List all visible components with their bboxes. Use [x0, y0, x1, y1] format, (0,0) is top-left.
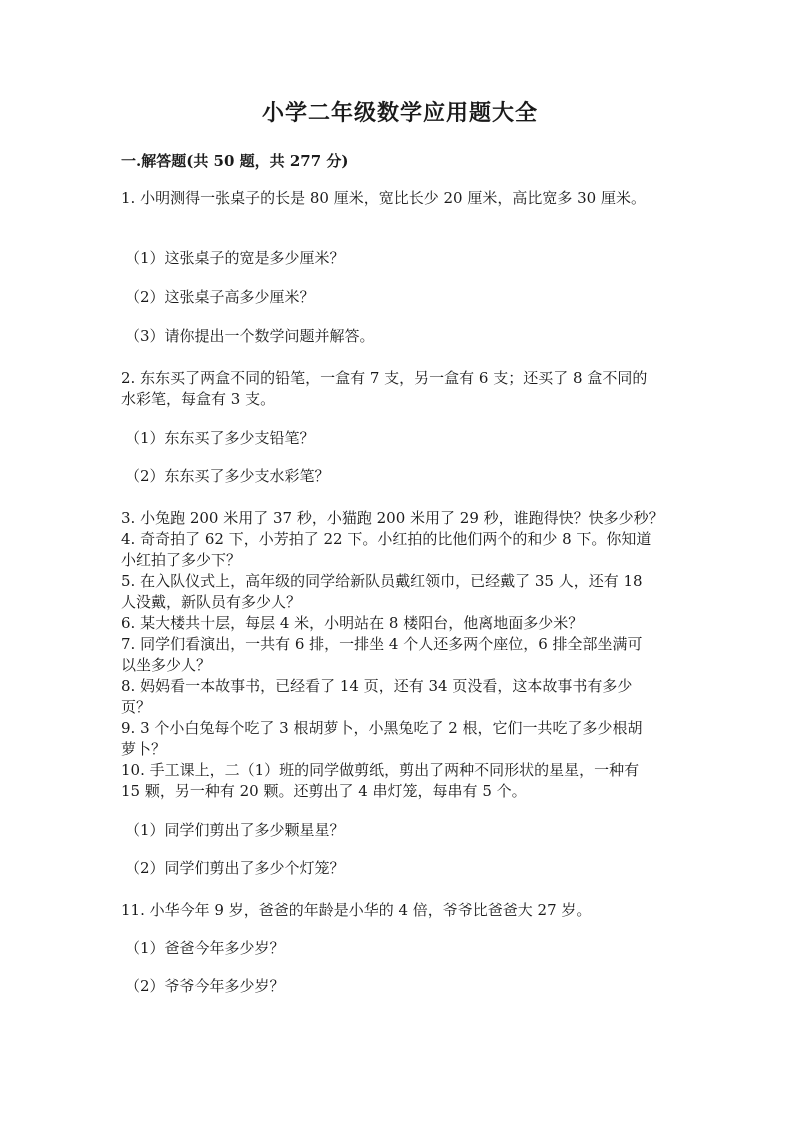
problem-1-sub-2: （2）这张桌子高多少厘米？ — [125, 288, 315, 306]
problem-11-sub-1: （1）爸爸今年多少岁？ — [125, 939, 285, 957]
section-heading: 一.解答题(共 50 题，共 277 分) — [121, 152, 349, 170]
problem-9-line-2: 萝卜？ — [121, 740, 167, 758]
problem-9-line-1: 9. 3 个小白兔每个吃了 3 根胡萝卜，小黑兔吃了 2 根，它们一共吃了多少根胡 — [121, 719, 643, 737]
problem-2-sub-2: （2）东东买了多少支水彩笔？ — [125, 467, 330, 485]
problem-5-line-2: 人没戴，新队员有多少人？ — [121, 593, 302, 611]
problem-11: 11. 小华今年 9 岁，爸爸的年龄是小华的 4 倍，爷爷比爸爸大 27 岁。 — [121, 901, 592, 919]
problem-8-line-1: 8. 妈妈看一本故事书，已经看了 14 页，还有 34 页没看，这本故事书有多少 — [121, 677, 633, 695]
problem-2-sub-1: （1）东东买了多少支铅笔？ — [125, 429, 315, 447]
problem-11-sub-2: （2）爷爷今年多少岁？ — [125, 977, 285, 995]
problem-6: 6. 某大楼共十层，每层 4 米，小明站在 8 楼阳台，他离地面多少米？ — [121, 614, 584, 632]
problem-3: 3. 小兔跑 200 米用了 37 秒，小猫跑 200 米用了 29 秒，谁跑得快？快多少秒？ — [121, 509, 664, 527]
problem-10-line-2: 15 颗，另一种有 20 颗。还剪出了 4 串灯笼，每串有 5 个。 — [121, 782, 527, 800]
page-title: 小学二年级数学应用题大全 — [261, 100, 538, 126]
problem-1-sub-1: （1）这张桌子的宽是多少厘米？ — [125, 249, 345, 267]
problem-4-line-1: 4. 奇奇拍了 62 下，小芳拍了 22 下。小红拍的比他们两个的和少 8 下。你知道 — [121, 530, 652, 548]
problem-2-line-1: 2. 东东买了两盒不同的铅笔，一盒有 7 支，另一盒有 6 支；还买了 8 盒不同的 — [121, 369, 648, 387]
problem-2-line-2: 水彩笔，每盒有 3 支。 — [121, 390, 276, 408]
problem-5-line-1: 5. 在入队仪式上，高年级的同学给新队员戴红领巾，已经戴了 35 人，还有 18 — [121, 572, 643, 590]
problem-7-line-1: 7. 同学们看演出，一共有 6 排，一排坐 4 个人还多两个座位，6 排全部坐满可 — [121, 635, 643, 653]
problem-10-line-1: 10. 手工课上，二（1）班的同学做剪纸，剪出了两种不同形状的星星，一种有 — [121, 761, 640, 779]
problem-4-line-2: 小红拍了多少下？ — [121, 551, 242, 569]
problem-10-sub-1: （1）同学们剪出了多少颗星星？ — [125, 821, 345, 839]
problem-1-sub-3: （3）请你提出一个数学问题并解答。 — [125, 327, 375, 345]
problem-10-sub-2: （2）同学们剪出了多少个灯笼？ — [125, 859, 345, 877]
problem-1: 1. 小明测得一张桌子的长是 80 厘米，宽比长少 20 厘米，高比宽多 30 厘米。 — [121, 189, 646, 207]
problem-7-line-2: 以坐多少人？ — [121, 656, 212, 674]
problem-8-line-2: 页？ — [121, 698, 152, 716]
